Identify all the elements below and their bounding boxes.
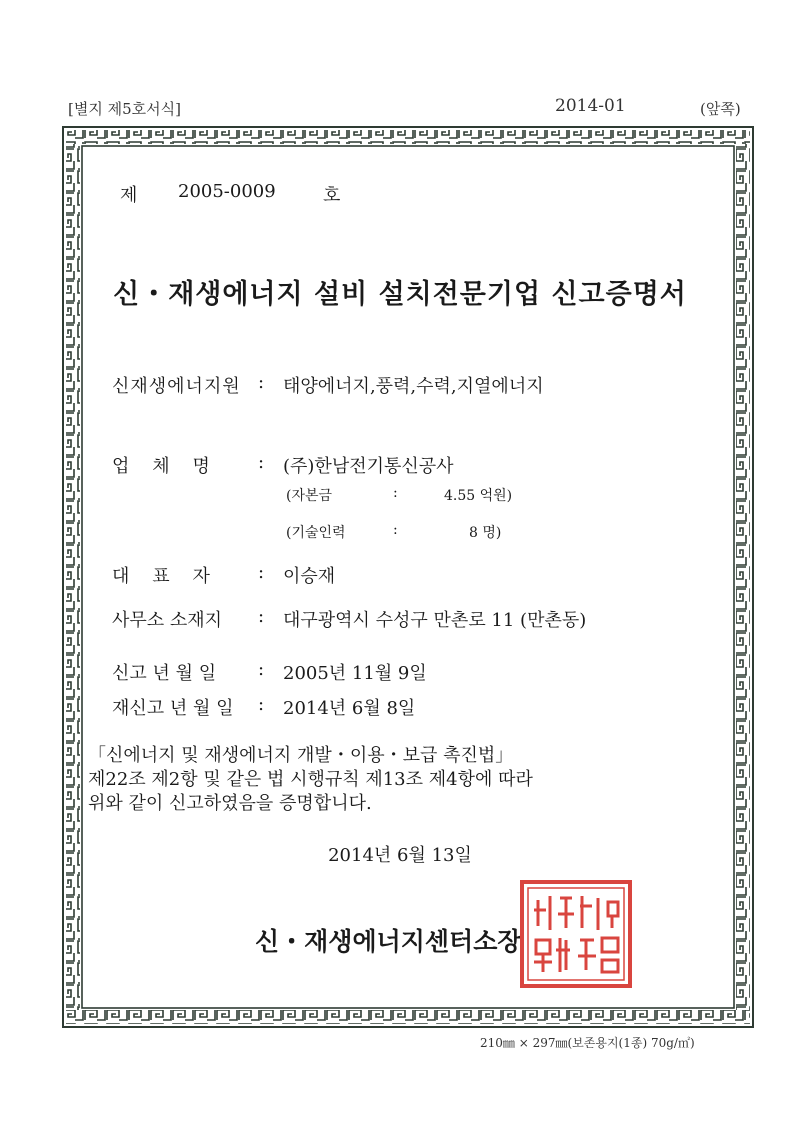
energy-source-label: 신재생에너지원 (112, 376, 241, 397)
company-name-colon: : (258, 452, 265, 473)
technicians-value: 8 명) (469, 525, 502, 541)
energy-source-value: 태양에너지,풍력,수력,지열에너지 (283, 376, 544, 397)
reregistration-date-colon: : (258, 694, 265, 715)
representative-value: 이승재 (283, 566, 336, 587)
cert-number-suffix: 호 (323, 185, 341, 206)
cert-number: 2005-0009 (178, 181, 276, 202)
registration-date-label: 신고 년 월 일 (112, 663, 217, 684)
statement-line-3: 위와 같이 신고하였음을 증명합니다. (88, 793, 372, 814)
issuer-name: 신・재생에너지센터소장 (255, 927, 522, 956)
registration-date-colon: : (258, 659, 265, 680)
paper-spec: 210㎜ × 297㎜(보존용지(1종) 70g/㎡) (480, 1036, 695, 1050)
front-side-label: (앞쪽) (700, 100, 741, 118)
office-location-value: 대구광역시 수성구 만촌로 11 (만촌동) (283, 610, 587, 631)
company-name-label: 업 체 명 (112, 456, 210, 477)
cert-number-prefix: 제 (120, 185, 138, 206)
office-location-label: 사무소 소재지 (112, 610, 223, 631)
reregistration-date-value: 2014년 6월 8일 (283, 698, 416, 719)
energy-source-colon: : (258, 372, 265, 393)
technicians-colon: : (393, 522, 398, 538)
representative-label: 대 표 자 (112, 566, 210, 587)
office-location-colon: : (258, 606, 265, 627)
representative-colon: : (258, 562, 265, 583)
registration-date-value: 2005년 11월 9일 (283, 663, 427, 684)
reregistration-date-label: 재신고 년 월 일 (112, 698, 234, 719)
official-seal (520, 880, 632, 988)
statement-line-1: 「신에너지 및 재생에너지 개발・이용・보급 촉진법」 (88, 745, 514, 766)
form-label: [별지 제5호서식] (68, 100, 181, 118)
statement-line-2: 제22조 제2항 및 같은 법 시행규칙 제13조 제4항에 따라 (88, 769, 533, 790)
issue-date: 2014년 6월 13일 (328, 845, 472, 866)
company-name-value: (주)한남전기통신공사 (283, 456, 454, 477)
technicians-label: (기술인력 (286, 525, 346, 541)
capital-value: 4.55 억원) (444, 488, 513, 504)
capital-label: (자본금 (286, 488, 333, 504)
capital-colon: : (393, 485, 398, 501)
form-code: 2014-01 (555, 96, 626, 116)
certificate-title: 신・재생에너지 설비 설치전문기업 신고증명서 (113, 279, 687, 310)
